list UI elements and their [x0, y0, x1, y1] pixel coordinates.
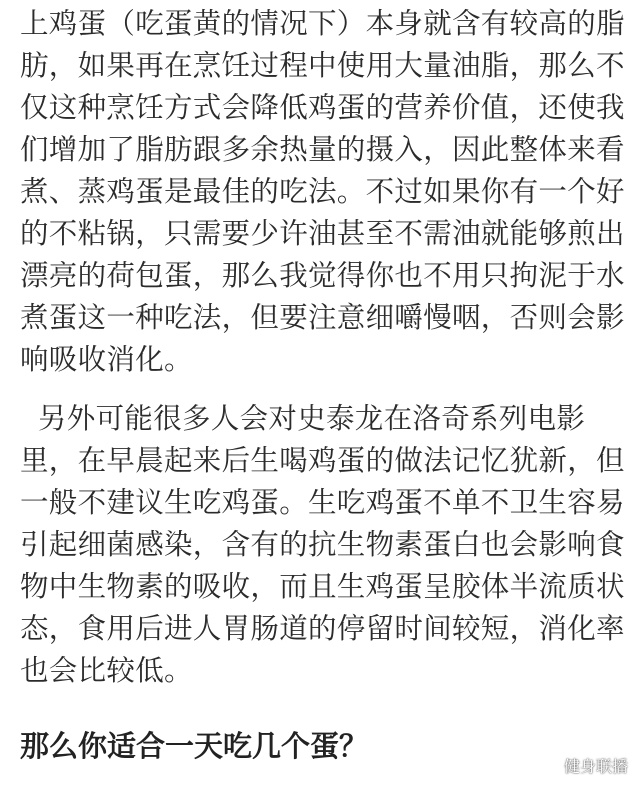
text-line: 煮、蒸鸡蛋是最佳的吃法。不过如果你有一个好	[20, 175, 625, 208]
watermark	[534, 754, 628, 777]
paragraph-2	[20, 398, 625, 692]
text-line: 也会比较低。	[20, 654, 193, 687]
watermark-text: 健身联播	[563, 757, 628, 776]
text-line: 上鸡蛋（吃蛋黄的情况下）本身就含有较高的脂	[20, 7, 625, 40]
text-line: 里，在早晨起来后生喝鸡蛋的做法记忆犹新，但	[20, 444, 625, 477]
text-line: 物中生物素的吸收，而且生鸡蛋呈胶体半流质状	[20, 570, 625, 603]
text-line: 们增加了脂肪跟多余热量的摄入，因此整体来看	[20, 133, 625, 166]
text-line: 的不粘锅，只需要少许油甚至不需油就能够煎出	[20, 217, 625, 250]
text-line: 另外可能很多人会对史泰龙在洛奇系列电影	[38, 402, 586, 435]
text-line: 煮蛋这一种吃法，但要注意细嚼慢咽，否则会影	[20, 301, 625, 334]
text-line: 肪，如果再在烹饪过程中使用大量油脂，那么不	[20, 49, 625, 82]
text-line: 引起细菌感染，含有的抗生物素蛋白也会影响食	[20, 528, 625, 561]
text-line: 仅这种烹饪方式会降低鸡蛋的营养价值，还使我	[20, 91, 625, 124]
text-line: 漂亮的荷包蛋，那么我觉得你也不用只拘泥于水	[20, 259, 625, 292]
wechat-bubble-icon	[534, 756, 558, 776]
text-line: 态，食用后进人胃肠道的停留时间较短，消化率	[20, 612, 625, 645]
text-line: 一般不建议生吃鸡蛋。生吃鸡蛋不单不卫生容易	[20, 486, 625, 519]
section-heading: 那么你适合一天吃几个蛋？	[20, 729, 369, 763]
text-line: 响吸收消化。	[20, 343, 193, 376]
paragraph-1	[20, 3, 625, 381]
